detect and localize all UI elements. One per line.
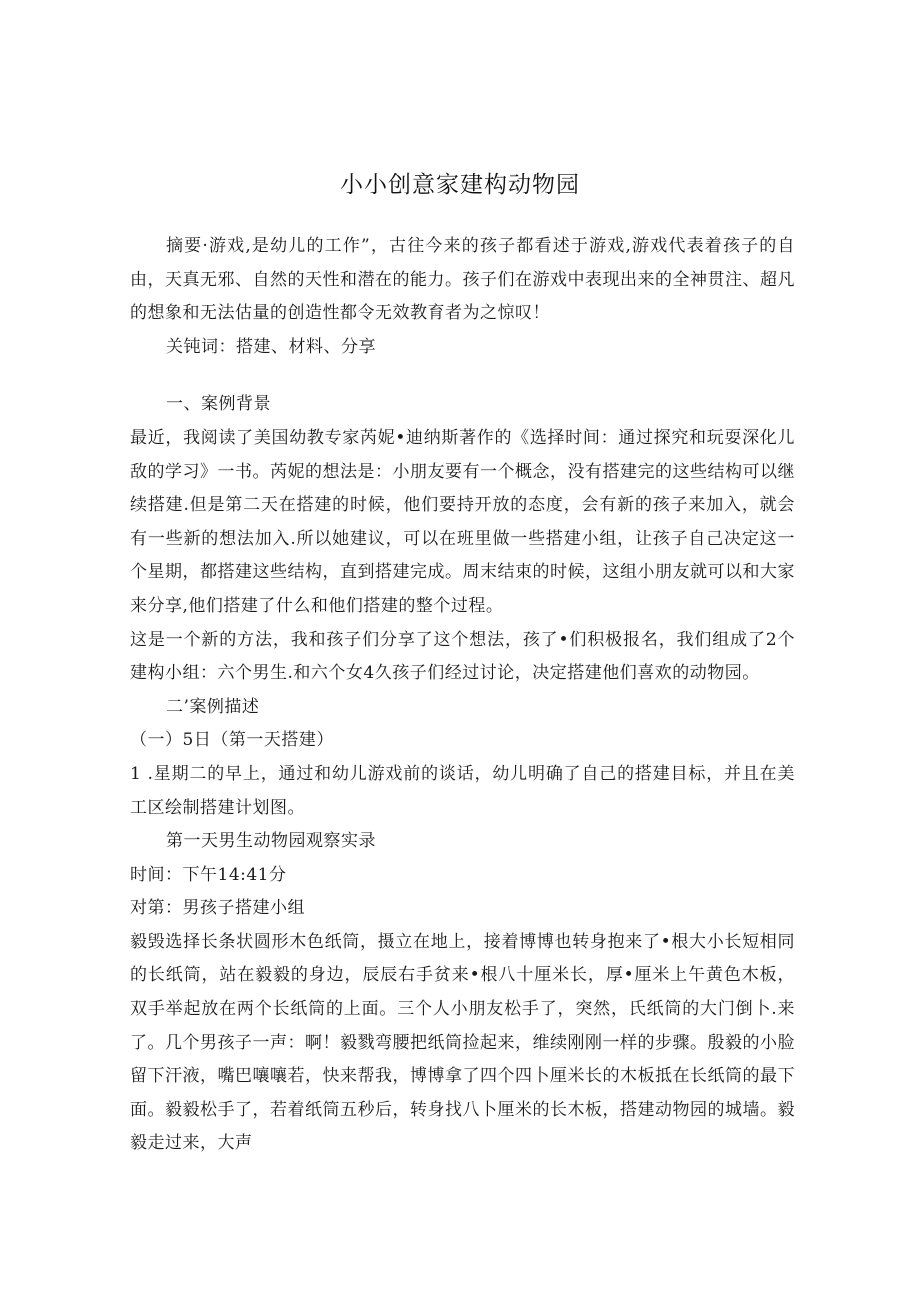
observation-time: 时间：下午14:41分	[130, 864, 287, 885]
subsection-heading-day-one: （一）5日（第一天搭建）	[130, 730, 334, 751]
keywords-line: 关钝词：搭建、材料、分享	[166, 336, 376, 357]
observation-paragraph: 毅毁选择长条状圆形木色纸筒，摄立在地上，接着博博也转身抱来了•根大小长短相同的长纸筒，站在毅毅的身边，辰辰右手贫来•根八十厘米长，厚•厘米上午黄色木板，双手举起放在两个长纸筒的上面。三个人小朋友松手了，突然，氏纸筒的大门倒卜.来了。几个男孩子一声：啊！毅戮弯腰把纸筒捡起来，维续刚刚一样的步骤。殷毅的小脸留下汗液，嘴巴嚷嚷若，快来帮我，博博拿了四个四卜厘米长的木板抵在长纸筒的最下面。毅毅松手了，若着纸筒五秒后，转身找八卜厘米的长木板，搭建动物园的城墙。毅毅走过来，大声	[130, 931, 795, 1154]
document-title: 小小创意家建构动物园	[340, 172, 580, 198]
section-heading-description: 二’案例描述	[166, 696, 260, 717]
background-paragraph-1: 最近，我阅读了美国幼教专家芮妮•迪纳斯著作的《选择时间：通过探究和玩耍深化儿敌的学习》一书。芮妮的想法是：小朋友要有一个概念，没有搭建完的这些结构可以继续搭建.但是第二天在搭建的时候，他们要持开放的态度，会有新的孩子来加入，就会有一些新的想法加入.所以她建议，可以在班里做一些搭建小组，让孩子自己决定这一个星期，都搭建这些结构，直到搭建完成。周末结束的时候，这组小朋友就可以和大家来分享,他们搭建了什么和他们搭建的整个过程。	[130, 427, 795, 616]
section-heading-background: 一、案例背景	[166, 394, 271, 415]
background-paragraph-2: 这是一个新的方法，我和孩子们分享了这个想法，孩了•们积极报名，我们组成了2个建构小组：六个男生.和六个女4久孩子们经过讨论，决定搭建他们喜欢的动物园。	[130, 629, 795, 684]
observation-record-title: 第一天男生动物园观察实录	[166, 831, 376, 852]
list-item-1: 1 .星期二的早上，通过和幼儿游戏前的谈话，幼儿明确了自己的搭建目标，并且在美工区绘制搭建计划图。	[130, 763, 795, 818]
abstract-paragraph: 摘要·游戏,是幼儿的工作”，古往今来的孩子都看述于游戏,游戏代表着孩子的自由，天真无邪、自然的天性和潜在的能力。孩子们在游戏中表现出来的全神贯注、超凡的想象和无法估量的创造性都令无效教育者为之惊叹！	[130, 236, 795, 324]
spacer	[130, 364, 795, 388]
document-body	[130, 230, 795, 1161]
observation-target: 对第：男孩子搭建小组	[130, 898, 305, 919]
